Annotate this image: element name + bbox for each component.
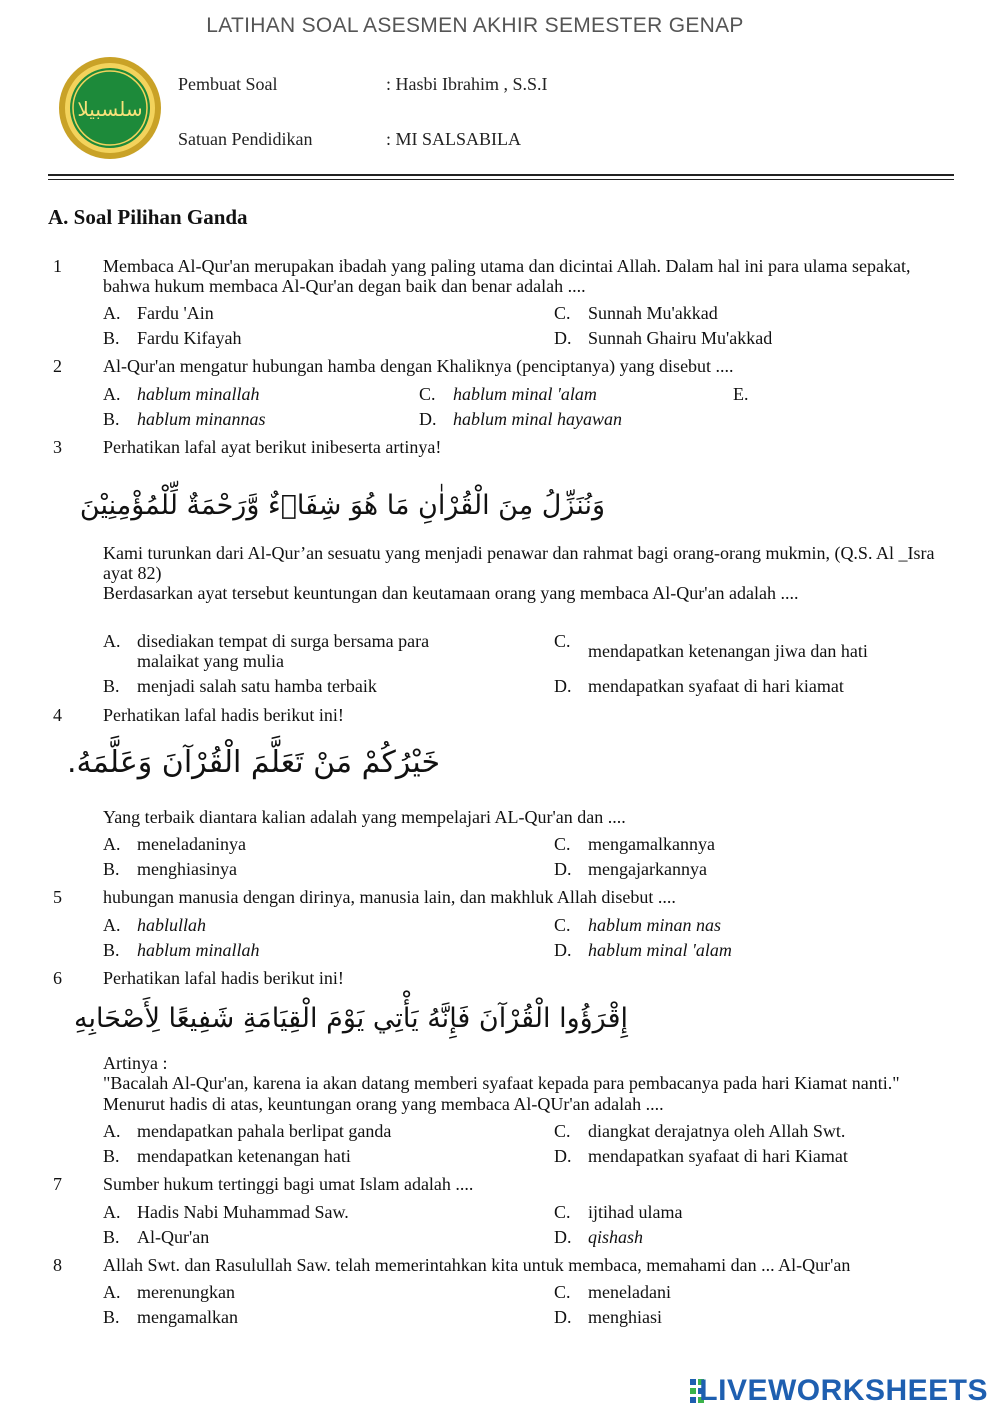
option-b[interactable]: B. hablum minallah — [103, 940, 260, 960]
option-c[interactable]: C. ijtihad ulama — [554, 1202, 683, 1222]
option-d[interactable]: D. qishash — [554, 1227, 644, 1247]
option-d[interactable]: D. mengajarkannya — [554, 859, 707, 879]
option-d[interactable]: D. mendapatkan syafaat di hari Kiamat — [554, 1146, 848, 1166]
option-a[interactable]: A. hablum minallah — [103, 384, 260, 404]
option-d[interactable]: D. menghiasi — [554, 1307, 662, 1327]
option-b[interactable]: B. Al-Qur'an — [103, 1227, 210, 1247]
arabic-hadith: خَيْرُكُمْ مَنْ تَعَلَّمَ الْقُرْآنَ وَعَلَّمَهُ. — [66, 745, 440, 780]
arabic-verse: وَنُنَزِّلُ مِنَ الْقُرْاٰنِ مَا هُوَ شِفَاۤءٌ وَّرَحْمَةٌ لِّلْمُؤْمِنِيْنَ — [79, 490, 605, 521]
option-d[interactable]: D. hablum minal hayawan — [419, 409, 622, 429]
option-d[interactable]: D. Sunnah Ghairu Mu'akkad — [554, 328, 773, 348]
hadith-translation: "Bacalah Al-Qur'an, karena ia akan datang memberi syafaat kepada para pembacanya pada hari Kiamat nanti." — [103, 1073, 900, 1093]
school-label: Satuan Pendidikan — [178, 129, 313, 149]
question-text: Membaca Al-Qur'an merupakan ibadah yang paling utama dan dicintai Allah. Dalam hal ini para ulama sepakat, bahwa hukum membaca Al-Qur'an degan baik dan benar adalah .... — [103, 256, 911, 296]
question-number: 2 — [53, 356, 62, 376]
option-d[interactable]: D. mendapatkan syafaat di hari kiamat — [554, 676, 844, 696]
option-a[interactable]: A. disediakan tempat di surga bersama para malaikat yang mulia — [103, 631, 430, 671]
option-e[interactable]: E. — [733, 384, 749, 404]
option-c[interactable]: C. meneladani — [554, 1282, 671, 1302]
option-c[interactable]: C. Sunnah Mu'akkad — [554, 303, 718, 323]
question-number: 8 — [53, 1255, 62, 1275]
option-a[interactable]: A. hablullah — [103, 915, 207, 935]
question-prompt: Menurut hadis di atas, keuntungan orang yang membaca Al-QUr'an adalah .... — [103, 1094, 664, 1114]
question-text: Perhatikan lafal ayat berikut inibeserta artinya! — [103, 437, 442, 457]
option-b[interactable]: B. mengamalkan — [103, 1307, 238, 1327]
option-c[interactable]: C. hablum minan nas — [554, 915, 722, 935]
option-d[interactable]: D. hablum minal 'alam — [554, 940, 732, 960]
option-b[interactable]: B. mendapatkan ketenangan hati — [103, 1146, 351, 1166]
question-prompt: Yang terbaik diantara kalian adalah yang mempelajari AL-Qur'an dan .... — [103, 807, 626, 827]
question-number: 4 — [53, 705, 62, 725]
question-number: 5 — [53, 887, 62, 907]
option-a[interactable]: A. Fardu 'Ain — [103, 303, 214, 323]
question-number: 3 — [53, 437, 62, 457]
section-title: A. Soal Pilihan Ganda — [48, 205, 248, 229]
school-logo — [58, 56, 162, 160]
option-b[interactable]: B. menjadi salah satu hamba terbaik — [103, 676, 377, 696]
option-c[interactable]: C. mengamalkannya — [554, 834, 715, 854]
maker-label: Pembuat Soal — [178, 74, 278, 94]
option-a[interactable]: A. Hadis Nabi Muhammad Saw. — [103, 1202, 349, 1222]
question-number: 7 — [53, 1174, 62, 1194]
liveworksheets-brand[interactable]: LIVEWORKSHEETS — [699, 1374, 988, 1407]
question-number: 6 — [53, 968, 62, 988]
question-number: 1 — [53, 256, 62, 276]
option-b[interactable]: B. hablum minannas — [103, 409, 266, 429]
option-a[interactable]: A. mendapatkan pahala berlipat ganda — [103, 1121, 392, 1141]
school-value: : MI SALSABILA — [386, 129, 522, 149]
question-text: Allah Swt. dan Rasulullah Saw. telah memerintahkan kita untuk membaca, memahami dan ... Al-Qur'an — [103, 1255, 851, 1275]
question-text: Perhatikan lafal hadis berikut ini! — [103, 968, 344, 988]
option-c[interactable]: C. hablum minal 'alam — [419, 384, 597, 404]
page-title: LATIHAN SOAL ASESMEN AKHIR SEMESTER GENAP — [206, 14, 744, 37]
arabic-hadith: إِقْرَؤُوا الْقُرْآنَ فَإِنَّهُ يَأْتِي يَوْمَ الْقِيَامَةِ شَفِيعًا لِأَصْحَابِهِ — [74, 1003, 628, 1034]
question-prompt: Berdasarkan ayat tersebut keuntungan dan keutamaan orang yang membaca Al-Qur'an adalah .... — [103, 583, 799, 603]
question-text: Sumber hukum tertinggi bagi umat Islam adalah .... — [103, 1174, 474, 1194]
option-c[interactable]: C. mendapatkan ketenangan jiwa dan hati — [554, 631, 868, 661]
artinya-label: Artinya : — [103, 1053, 168, 1073]
maker-value: : Hasbi Ibrahim , S.S.I — [386, 74, 548, 94]
option-b[interactable]: B. menghiasinya — [103, 859, 237, 879]
question-text: hubungan manusia dengan dirinya, manusia lain, dan makhluk Allah disebut .... — [103, 887, 676, 907]
logo-text: سلسبيلا — [77, 97, 143, 121]
option-a[interactable]: A. merenungkan — [103, 1282, 235, 1302]
verse-translation: Kami turunkan dari Al-Qur’an sesuatu yang menjadi penawar dan rahmat bagi orang-orang mukmin, (Q.S. Al _Isra ayat 82) — [103, 543, 935, 583]
option-a[interactable]: A. meneladaninya — [103, 834, 246, 854]
question-text: Al-Qur'an mengatur hubungan hamba dengan Khaliknya (penciptanya) yang disebut .... — [103, 356, 734, 376]
option-c[interactable]: C. diangkat derajatnya oleh Allah Swt. — [554, 1121, 846, 1141]
header-divider-thin — [48, 179, 954, 180]
option-b[interactable]: B. Fardu Kifayah — [103, 328, 242, 348]
header-divider — [48, 174, 954, 176]
question-text: Perhatikan lafal hadis berikut ini! — [103, 705, 344, 725]
